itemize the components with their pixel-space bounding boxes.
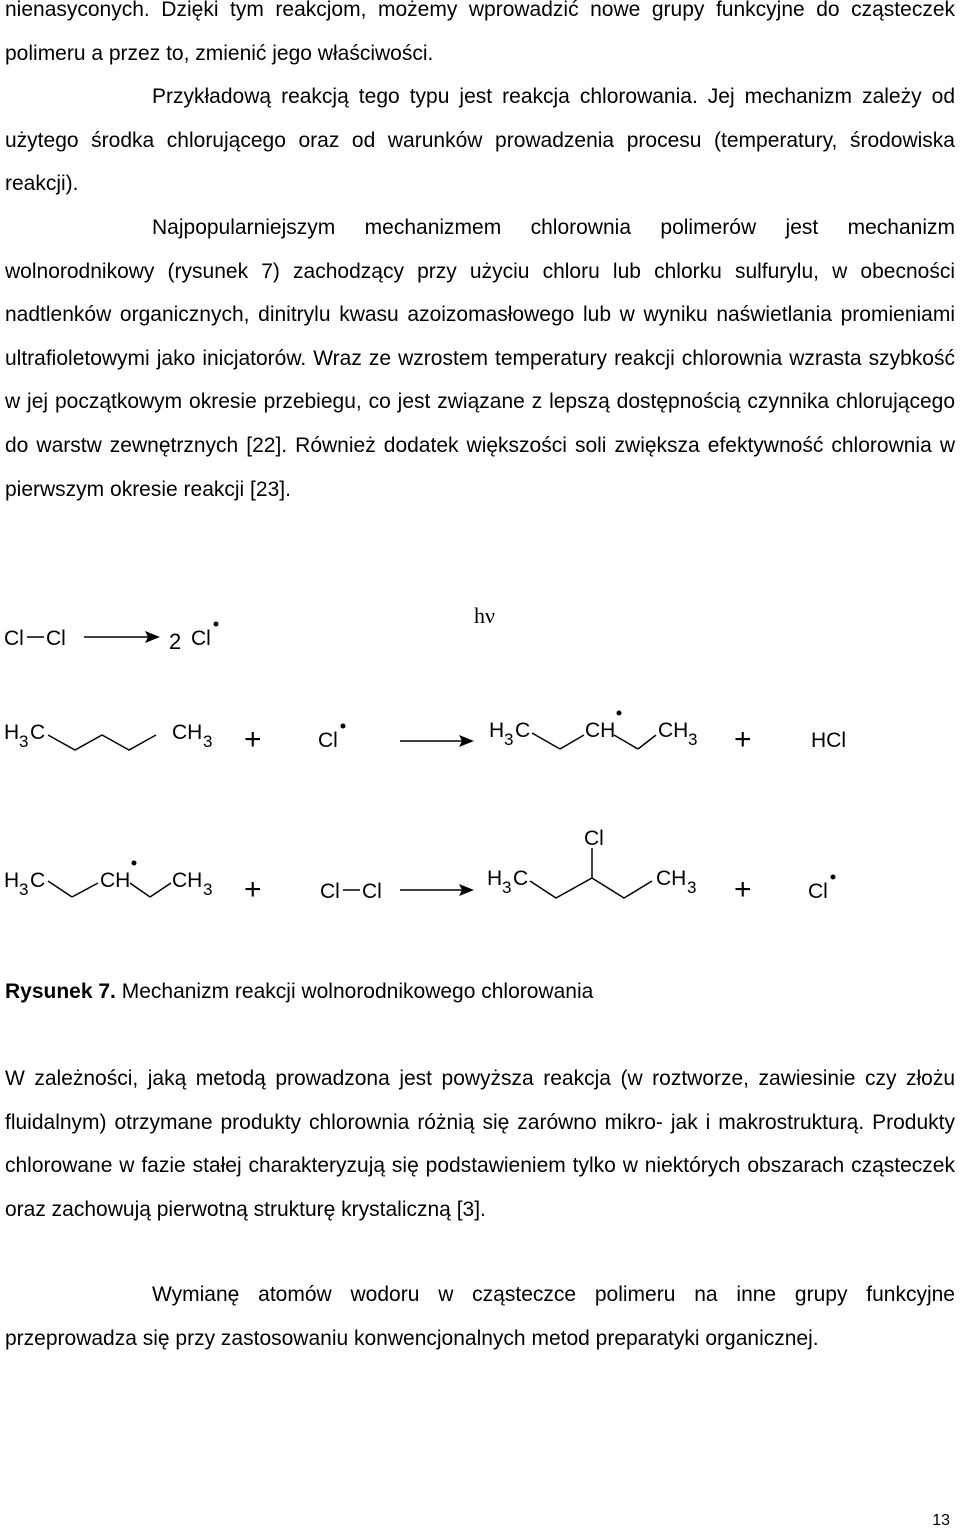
chlorine-radical: Cl bbox=[191, 627, 211, 650]
subscript: 3 bbox=[688, 730, 698, 749]
methyl-h: H bbox=[4, 869, 20, 892]
methyl-ch: CH bbox=[172, 721, 203, 744]
chlorine-substituent: Cl bbox=[584, 827, 604, 850]
chlorine-atom: Cl bbox=[46, 627, 66, 650]
hydrogen-chloride: HCl bbox=[811, 729, 846, 752]
caption-text: Mechanizm reakcji wolnorodnikowego chlorowania bbox=[115, 980, 594, 1003]
reaction-scheme bbox=[0, 585, 960, 915]
subscript: 3 bbox=[203, 732, 213, 751]
subscript: 3 bbox=[19, 880, 29, 899]
radical-dot bbox=[617, 711, 622, 716]
chlorine-atom: Cl bbox=[320, 880, 340, 903]
paragraph-2: Przykładową reakcją tego typu jest reakcja chlorowania. Jej mechanizm zależy od użytego środka chlorującego oraz od warunków prowadzenia procesu (temperatury, środowiska reakcji). bbox=[5, 85, 955, 196]
bond-line bbox=[150, 883, 171, 897]
propagation-step-1 bbox=[4, 711, 846, 757]
page-number: 13 bbox=[932, 1512, 950, 1529]
radical-dot bbox=[831, 875, 836, 880]
coefficient: 2 bbox=[169, 629, 182, 654]
methyl-c: C bbox=[30, 721, 46, 744]
subscript: 3 bbox=[504, 730, 514, 749]
methyl-h: H bbox=[489, 719, 505, 742]
bond-line bbox=[614, 735, 638, 749]
paragraph-4: W zależności, jaką metodą prowadzona jest powyższa reakcja (w roztworze, zawiesinie czy złożu fluidalnym) otrzymane produkty chlorownia różnią się zarówno mikro- jak i makrostrukturą. Produkty chlorowane w fazie stałej charakteryzują się podstawieniem tylko w niektórych obszarach cząsteczek oraz zachowują pierwotną strukturę krystaliczną [3]. bbox=[5, 1067, 955, 1221]
paragraph-3: Najpopularniejszym mechanizmem chlorownia polimerów jest mechanizm wolnorodnikowy (rysunek 7) zachodzący przy użyciu chloru lub chlorku sulfurylu, w obecności nadtlenków organicznych, dinitrylu kwasu azoizomasłowego lub w wyniku naświetlania promieniami ultrafioletowymi jako inicjatorów. Wraz ze wzrostem temperatury reakcji chlorownia wzrasta szybkość w jej początkowym okresie przebiegu, co jest związane z lepszą dostępnością czynnika chlorującego do warstw zewnętrznych [22]. Również dodatek większości soli zwiększa efektywność chlorownia w pierwszym okresie reakcji [23]. bbox=[5, 216, 955, 501]
plus-sign: + bbox=[244, 873, 262, 906]
methyl-h: H bbox=[4, 721, 20, 744]
carbon-chain bbox=[48, 735, 156, 750]
plus-sign: + bbox=[734, 723, 752, 756]
bond-line bbox=[532, 733, 560, 749]
paragraph-5: Wymianę atomów wodoru w cząsteczce polimeru na inne grupy funkcyjne przeprowadza się przy zastosowaniu konwencjonalnych metod preparatyki organicznej. bbox=[5, 1283, 955, 1350]
chlorine-radical: Cl bbox=[318, 729, 338, 752]
chlorine-atom: Cl bbox=[4, 627, 24, 650]
methyl-ch: CH bbox=[658, 719, 689, 742]
propagation-step-2 bbox=[4, 827, 836, 906]
plus-sign: + bbox=[244, 723, 262, 756]
plus-sign: + bbox=[734, 873, 752, 906]
subscript: 3 bbox=[203, 880, 213, 899]
methyl-c: C bbox=[513, 867, 529, 890]
figure-caption bbox=[5, 970, 593, 1014]
methyl-ch: CH bbox=[172, 869, 203, 892]
bond-line bbox=[638, 735, 656, 749]
subscript: 3 bbox=[19, 732, 29, 751]
radical-ch: CH bbox=[100, 869, 131, 892]
bond-line bbox=[48, 881, 72, 897]
radical-ch: CH bbox=[585, 719, 616, 742]
methyl-c: C bbox=[515, 719, 531, 742]
methyl-ch: CH bbox=[656, 867, 687, 890]
subscript: 3 bbox=[502, 878, 512, 897]
carbon-chain bbox=[530, 878, 652, 898]
caption-label: Rysunek 7. bbox=[5, 980, 116, 1003]
bond-line bbox=[72, 883, 98, 897]
radical-dot bbox=[132, 861, 137, 866]
methyl-h: H bbox=[487, 867, 503, 890]
bond-line bbox=[130, 883, 150, 897]
paragraph-1: nienasyconych. Dzięki tym reakcjom, możemy wprowadzić nowe grupy funkcyjne do cząsteczek polimeru a przez to, zmienić jego właściwości. bbox=[5, 0, 955, 65]
radical-dot bbox=[214, 622, 219, 627]
chlorine-atom: Cl bbox=[362, 880, 382, 903]
radical-dot bbox=[341, 724, 346, 729]
bond-line bbox=[560, 735, 584, 749]
initiation-step bbox=[4, 603, 495, 654]
hv-label: hν bbox=[474, 603, 495, 628]
chlorine-radical: Cl bbox=[808, 880, 828, 903]
subscript: 3 bbox=[687, 878, 697, 897]
methyl-c: C bbox=[30, 869, 46, 892]
